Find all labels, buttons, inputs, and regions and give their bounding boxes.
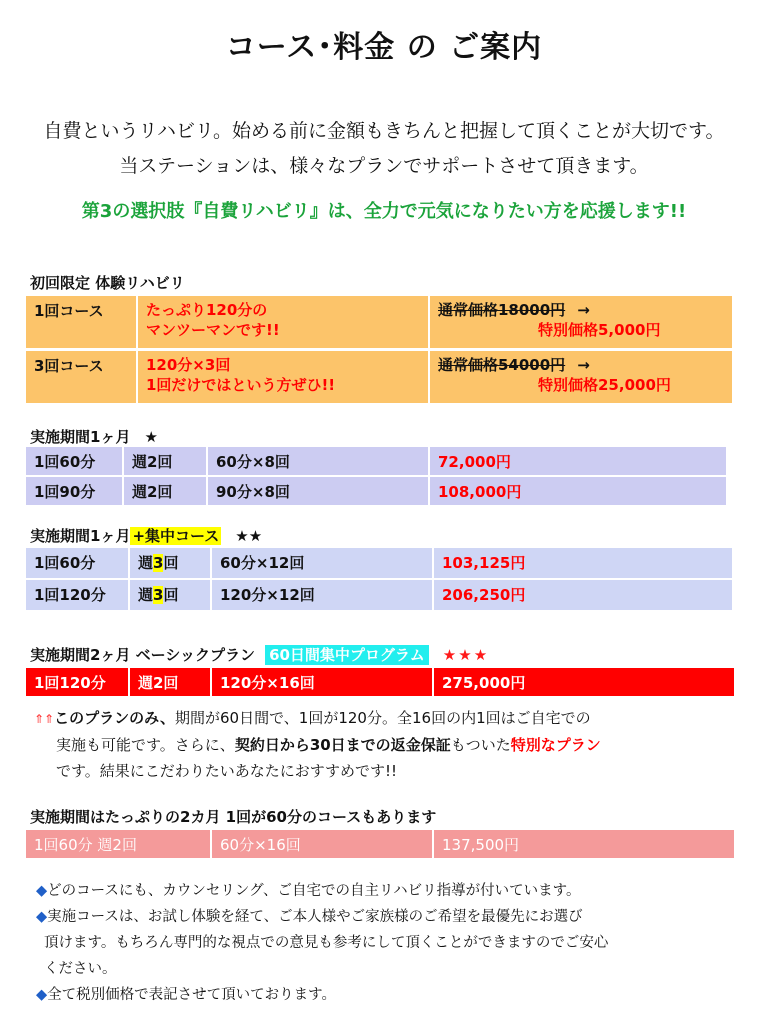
note-text: もついた [450, 736, 511, 754]
session-length: 1回60分 [26, 548, 130, 578]
note-text: 期間が60日間で、1回が120分。全16回の内1回はご自宅での [175, 709, 591, 727]
star-icon: ★★★ [442, 646, 490, 664]
footer-notes [36, 878, 756, 1008]
trial-desc-line-1: 120分×3回 [146, 356, 231, 374]
trial-row-2 [26, 351, 732, 403]
plan1-heading [30, 426, 158, 447]
frequency: 週2回 [124, 447, 208, 475]
note-text: です。結果にこだわりたいあなたにおすすめです!! [56, 762, 397, 780]
footer-item: 頂けます。もちろん専門的な視点での意見も参考にして頂くことができますのでご安心 [44, 935, 609, 951]
plan2-row-1 [26, 548, 732, 578]
frequency-prefix: 週 [138, 586, 154, 604]
plan3-heading [30, 644, 489, 665]
frequency [130, 548, 212, 578]
total-sessions: 120分×16回 [212, 668, 434, 696]
frequency-suffix: 回 [163, 554, 179, 572]
trial-course: 3回コース [26, 351, 138, 403]
plan2-heading-text: 実施期間1ヶ月 [30, 527, 131, 545]
trial-price [430, 351, 732, 403]
footer-item: 実施コースは、お試し体験を経て、ご本人様やご家族様のご希望を最優先にお選び [47, 909, 583, 925]
total-sessions: 90分×8回 [208, 477, 430, 505]
trial-desc-line-2: マンツーマンです!! [146, 321, 280, 339]
star-icon: ★ [144, 428, 158, 446]
trial-desc [138, 296, 430, 348]
total-sessions: 120分×12回 [212, 580, 434, 610]
note-bold: このプランのみ、 [54, 709, 176, 727]
plan3-note [34, 705, 744, 784]
frequency-number: 3 [153, 554, 164, 572]
frequency-number: 3 [153, 586, 164, 604]
trial-desc [138, 351, 430, 403]
up-arrow-icon: ⇑⇑ [34, 712, 55, 726]
session-length: 1回120分 [26, 668, 130, 696]
program-badge: 60日間集中プログラム [265, 645, 429, 665]
footer-item: どのコースにも、カウンセリング、ご自宅での自主リハビリ指導が付いています。 [47, 883, 581, 899]
regular-price: 通常価格54000円 [438, 356, 566, 374]
price: 72,000円 [438, 453, 511, 471]
intro-line-2: 当ステーションは、様々なプランでサポートさせて頂きます。 [119, 155, 649, 177]
frequency: 週2回 [130, 668, 212, 696]
price: 103,125円 [442, 554, 526, 572]
plan1-row-2 [26, 477, 726, 505]
session-length [26, 830, 212, 858]
price: 275,000円 [442, 674, 526, 692]
footer-item: 全て税別価格で表記させて頂いております。 [47, 987, 336, 1003]
diamond-bullet-icon: ◆ [36, 987, 48, 1003]
price: 137,500円 [442, 836, 520, 854]
note-text: 実施も可能です。さらに、 [56, 736, 235, 754]
plan4-row [26, 830, 734, 858]
trial-course: 1回コース [26, 296, 138, 348]
special-price: 特別価格25,000円 [538, 376, 671, 394]
arrow-icon: → [577, 356, 590, 374]
intro-line-3: 第3の選択肢『自費リハビリ』は、全力で元気になりたい方を応援します!! [81, 201, 687, 222]
session-length: 1回90分 [26, 477, 124, 505]
total-sessions: 60分×8回 [208, 447, 430, 475]
frequency-suffix: 回 [163, 586, 179, 604]
trial-desc-line-2: 1回だけではという方ぜひ!! [146, 376, 336, 394]
frequency [130, 580, 212, 610]
footer-item: ください。 [44, 961, 117, 977]
frequency-prefix: 週 [138, 554, 154, 572]
plan3-heading-text: 実施期間2ヶ月 ベーシックプラン [30, 646, 256, 664]
price: 108,000円 [438, 483, 522, 501]
session-length: 1回60分 [26, 447, 124, 475]
trial-price [430, 296, 732, 348]
plan1-row-1 [26, 447, 726, 475]
regular-price: 通常価格18000円 [438, 301, 566, 319]
plan3-row [26, 668, 734, 696]
diamond-bullet-icon: ◆ [36, 909, 48, 925]
plan1-heading-text: 実施期間1ヶ月 [30, 428, 131, 446]
star-icon: ★★ [235, 527, 263, 545]
trial-desc-line-1: たっぷり120分の [146, 301, 268, 319]
frequency: 週2回 [124, 477, 208, 505]
trial-heading: 初回限定 体験リハビリ [30, 274, 185, 292]
intensive-highlight: +集中コース [132, 527, 220, 545]
refund-guarantee: 契約日から30日までの返金保証 [234, 736, 451, 754]
total-sessions: 60分×12回 [212, 548, 434, 578]
total-sessions: 60分×16回 [212, 830, 434, 858]
plan2-heading [30, 525, 262, 546]
price: 206,250円 [442, 586, 526, 604]
plan2-row-2 [26, 580, 732, 610]
trial-row-1 [26, 296, 732, 348]
frequency: 週2回 [97, 836, 137, 854]
diamond-bullet-icon: ◆ [36, 883, 48, 899]
session-length: 1回120分 [26, 580, 130, 610]
page-title: コース･料金 の ご案内 [225, 30, 543, 65]
intro-line-1: 自費というリハビリ。始める前に金額もきちんと把握して頂くことが大切です。 [43, 120, 725, 142]
arrow-icon: → [577, 301, 590, 319]
special-price: 特別価格5,000円 [538, 321, 661, 339]
special-plan: 特別なプラン [510, 736, 601, 754]
plan4-heading: 実施期間はたっぷりの2カ月 1回が60分のコースもあります [30, 808, 437, 826]
session-text: 1回60分 [34, 836, 93, 854]
